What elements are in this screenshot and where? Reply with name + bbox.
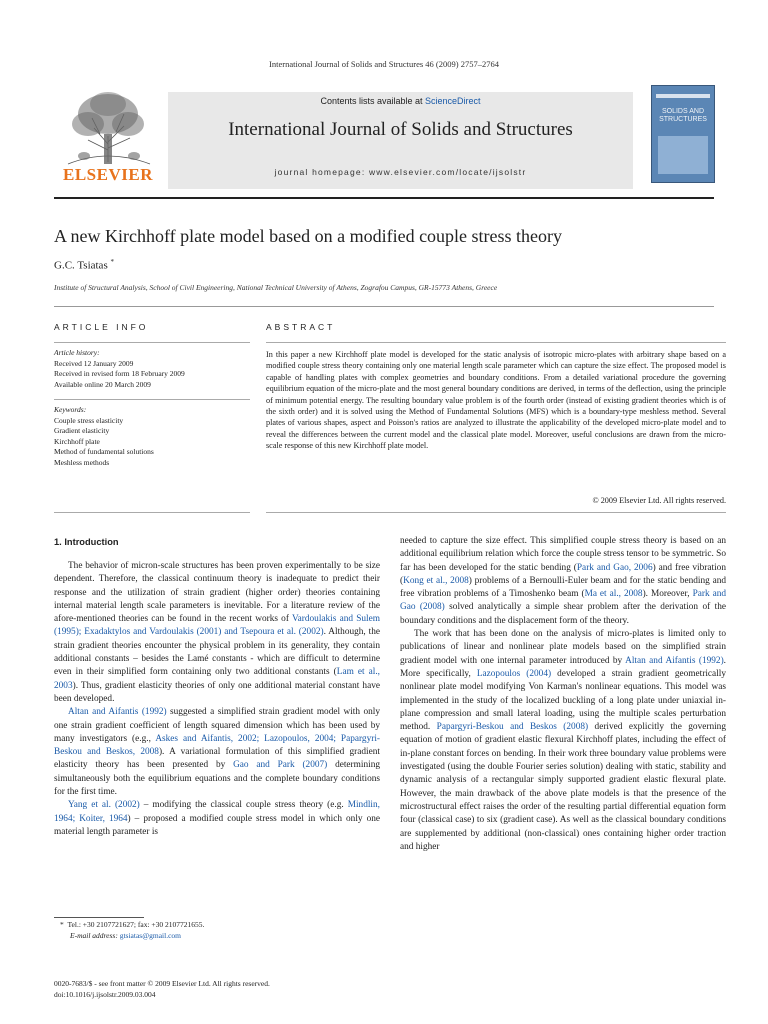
publisher-name: ELSEVIER [63, 165, 153, 184]
cover-band [656, 94, 710, 98]
citation-link[interactable]: Mindlin, 1964; Koiter, 1964 [54, 800, 380, 824]
keywords: Keywords: Couple stress elasticity Gradient elasticity Kirchhoff plate Method of fundamental solutions Meshless methods [54, 405, 154, 467]
citation-link[interactable]: Askes and Aifantis, 2002; Lazopoulos, 2004; Papargyri-Beskou and Beskos, 2008 [54, 733, 381, 758]
cover-image [658, 136, 708, 174]
journal-banner [168, 92, 633, 189]
citation-link[interactable]: Altan and Aifantis (1992) [625, 655, 724, 666]
paragraph: The behavior of micron-scale structures has been proven experimentally to be size dependent. Therefore, the classical continuum theory is inadequate to predict their response and the utilization of strain gradient (higher order) theories containing internal material length scale parameters is inevitable. For a literature review of the afore-mentioned theories can be found in the recent works of Vardoulakis and Sulem (1995); Exadaktylos and Vardoulakis (2001) and Tsepoura et al. (2002). Although, the strain gradient theories encounter the physical problem in its generality, they contain additional constants – besides the Lamé constants - which are difficult to determine even in their simplified form containing only two additional constants (Lam et al., 2003). Thus, gradient elasticity theories of only one additional material constant have been developed. [54, 561, 381, 704]
abstract-heading: ABSTRACT [266, 322, 336, 332]
citation-link[interactable]: Park and Gao (2008) [400, 589, 727, 613]
contents-available: Contents lists available at ScienceDirect [320, 96, 481, 106]
info-rule-top [54, 342, 250, 343]
journal-cover [651, 85, 715, 183]
header-rule [54, 197, 714, 199]
copyright: © 2009 Elsevier Ltd. All rights reserved. [592, 496, 726, 505]
author: G.C. Tsiatas * [54, 258, 114, 272]
citation-link[interactable]: Lazopoulos (2004) [476, 668, 552, 679]
citation-link[interactable]: Gao and Park (2007) [233, 760, 328, 771]
info-rule-mid [54, 399, 250, 400]
affiliation: Institute of Structural Analysis, School of Civil Engineering, National Technical University of Athens, Zografou Campus, GR-15773 Athens, Greece [54, 283, 498, 292]
section-rule [54, 306, 714, 307]
journal-title: International Journal of Solids and Structures [228, 119, 573, 140]
abstract-rule-bottom [266, 512, 726, 513]
front-matter: 0020-7683/$ - see front matter © 2009 Elsevier Ltd. All rights reserved. doi:10.1016/j.ijsolstr.2009.03.004 [54, 979, 454, 1000]
citation-link[interactable]: Yang et al. (2002) [68, 800, 140, 811]
right-column [400, 535, 726, 854]
paragraph: needed to capture the size effect. This simplified couple stress theory is based on an additional equilibrium relation which force the couple stress tensor to be symmetric. So far has been developed for the static bending (Park and Gao, 2006) and free vibration (Kong et al., 2008) problems of a Bernoulli-Euler beam and for the static bending and free vibration problems of a Timoshenko beam (Ma et al., 2008). Moreover, Park and Gao (2008) solved analytically a simple shear problem after the derivation of the boundary conditions and the displacement form of the theory. [400, 536, 727, 626]
cover-title: SOLIDS AND STRUCTURES [659, 108, 707, 123]
left-column [54, 560, 380, 839]
article-title: A new Kirchhoff plate model based on a modified couple stress theory [54, 226, 563, 246]
author-footnote-mark[interactable]: * [110, 258, 114, 266]
citation-link[interactable]: Park and Gao, 2006 [576, 562, 653, 573]
article-history: Article history: Received 12 January 2009 Received in revised form 18 February 2009 Available online 20 March 2009 [54, 348, 185, 389]
citation-link[interactable]: Papargyri-Beskou and Beskos (2008) [436, 722, 589, 733]
citation-link[interactable]: Kong et al., 2008 [403, 575, 469, 586]
paragraph: The work that has been done on the analysis of micro-plates is limited only to publications of linear and nonlinear plate models based on the simplified strain gradient model with one internal parameter introduced by Altan and Aifantis (1992). More specifically, Lazopoulos (2004) developed a strain gradient geometrically nonlinear plate model modifying Von Karman's nonlinear equations. This model was implemented in the study of the localized buckling of a long plate under uniaxial in-plane compression and small lateral loading, using the multiple scales perturbation method. Papargyri-Beskou and Beskos (2008) derived explicitly the governing equation of motion of gradient elastic flexural Kirchhoff plates, including the effect of in-plane constant forces on bending. In their work three boundary value problems were investigated (using the double Fourier series solution) dealing with static, stability and dynamic analysis of a rectangular simply supported gradient elastic flexural plate. However, the main drawback of the above plate models is that the presence of the microstructural effect raises the order of the resulting partial differential equation form four (classical case) to six (gradient case). As well as the classical boundary conditions are supplemented by additional (non-classical) ones containing higher order traction and higher [400, 629, 726, 852]
abstract-rule-top [266, 342, 726, 343]
info-rule-bottom [54, 512, 250, 513]
paragraph: Yang et al. (2002) – modifying the classical couple stress theory (e.g. Mindlin, 1964; Koiter, 1964) – proposed a modified couple stress model in which only one material length parameter is [54, 800, 381, 837]
sciencedirect-link[interactable]: ScienceDirect [425, 96, 481, 106]
doi[interactable]: doi:10.1016/j.ijsolstr.2009.03.004 [54, 989, 156, 999]
section-heading-introduction: 1. Introduction [54, 537, 119, 547]
journal-homepage[interactable]: journal homepage: www.elsevier.com/locate/ijsolstr [274, 167, 527, 177]
running-head: International Journal of Solids and Structures 46 (2009) 2757–2764 [269, 59, 499, 69]
footnote: * Tel.: +30 2107721627; fax: +30 2107721655. E-mail address: gtsiatas@gmail.com [60, 920, 205, 940]
email-link[interactable]: gtsiatas@gmail.com [119, 930, 181, 940]
paragraph: Altan and Aifantis (1992) suggested a simplified strain gradient model with only one strain gradient coefficient of length squared dimension which has been used by many investigators (e.g., Askes and Aifantis, 2002; Lazopoulos, 2004; Papargyri-Beskou and Beskos, 2008). A variational formulation of this simplified gradient elasticity theory has been presented by Gao and Park (2007) determining simultaneously both the equilibrium equations and the complete boundary conditions for the first time. [54, 707, 381, 798]
citation-link[interactable]: Altan and Aifantis (1992) [68, 707, 167, 718]
abstract-text: In this paper a new Kirchhoff plate model is developed for the static analysis of isotropic micro-plates with arbitrary shape based on a modified couple stress theory containing only one material length scale parameter which can capture the size effect. The proposed model is capable of handling plates with complex geometries and boundary conditions. From a detailed variational procedure the governing equilibrium equation of the micro-plate and the most general boundary conditions are derived, in terms of the deflection, using the principle of minimum potential energy. The resulting boundary value problem is of the fourth order (instead of existing gradient theories which is of the sixth order) and it is solved using the Method of Fundamental Solutions (MFS) which is a boundary-type meshless method. Several plates of various shapes, aspect and Poisson's ratios are analyzed to illustrate the applicability of the developed micro-plate model and to reveal the differences between the current model and the classical plate model. Moreover, useful conclusions are drawn from the micro-scale response of this new Kirchhoff plate model. [266, 350, 726, 451]
article-info-heading: ARTICLE INFO [54, 322, 149, 332]
citation-link[interactable]: Lam et al., 2003 [54, 667, 380, 691]
footnote-rule [54, 917, 144, 918]
citation-link[interactable]: Vardoulakis and Sulem (1995); Exadaktylos and Vardoulakis (2001) and Tsepoura et al. (2002) [54, 614, 380, 638]
citation-link[interactable]: Ma et al., 2008 [584, 589, 643, 600]
